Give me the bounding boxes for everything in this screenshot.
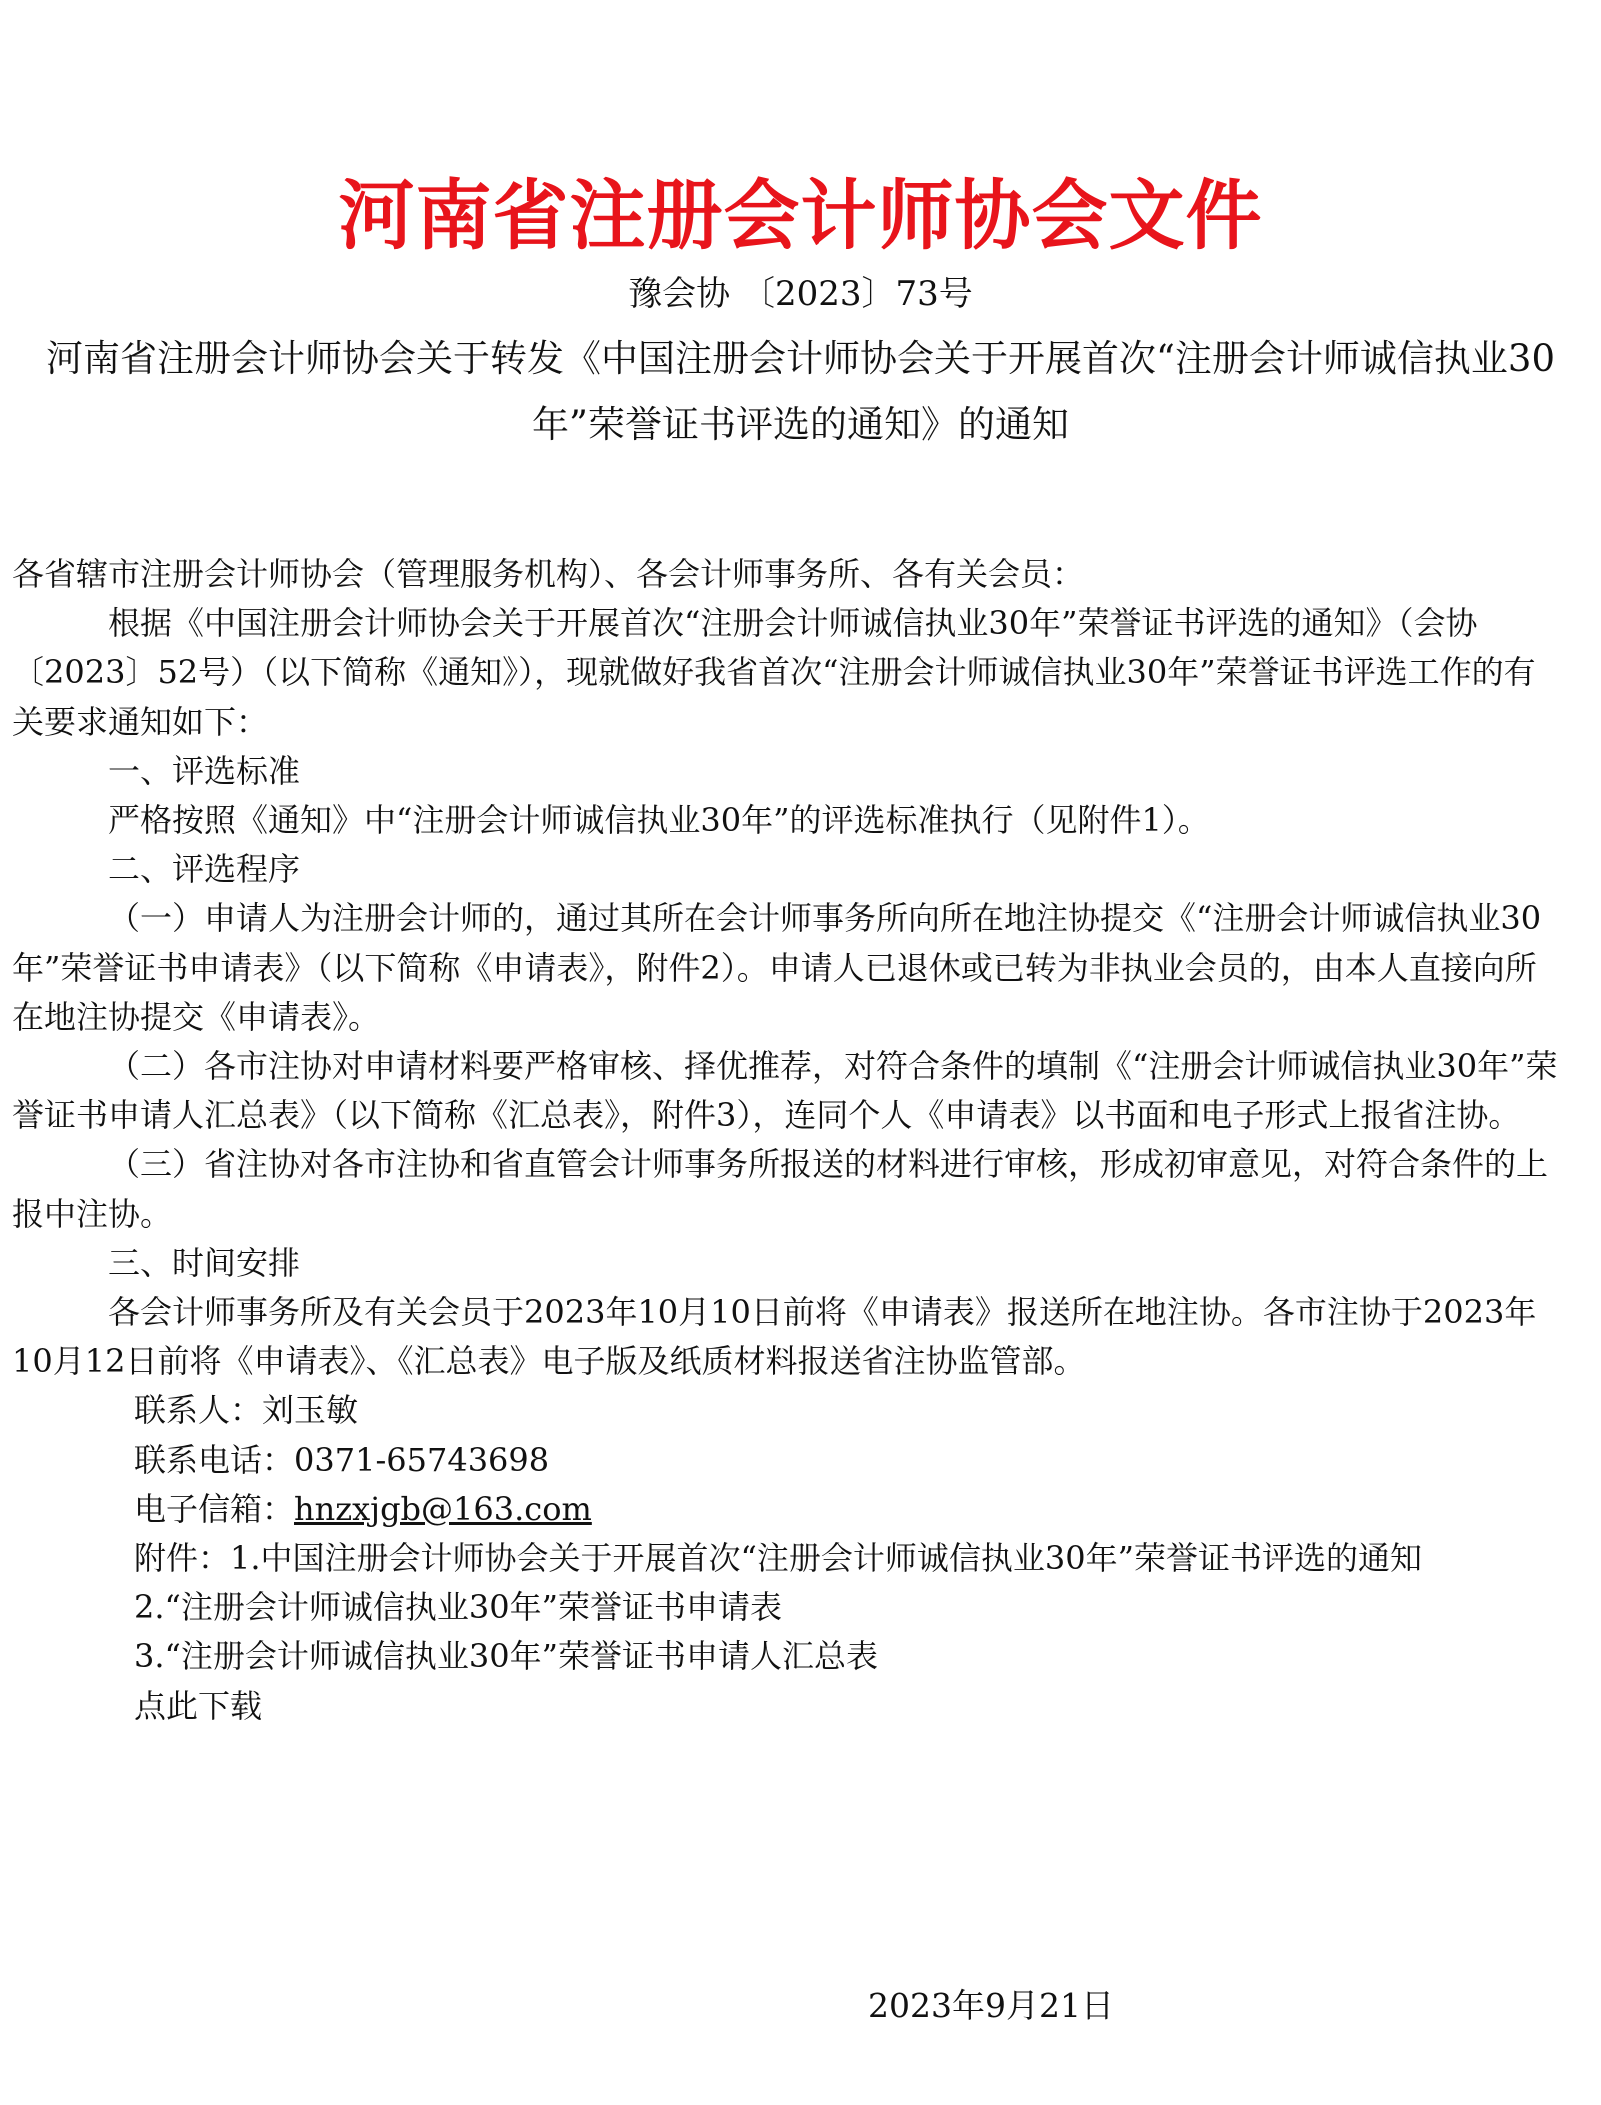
procedure-item-3: （三）省注协对各市注协和省直管会计师事务所报送的材料进行审核，形成初审意见，对符合条件的上报中注协。 <box>12 1145 1549 1233</box>
contact-email <box>12 1485 1567 1534</box>
download-link-row <box>12 1682 1567 1731</box>
criteria-paragraph: 严格按照《通知》中“注册会计师诚信执业30年”的评选标准执行（见附件1）。 <box>108 801 1210 840</box>
section-heading-procedure: 二、评选程序 <box>108 850 301 889</box>
email-link[interactable]: hnzxjgb@163.com <box>294 1489 592 1528</box>
procedure-item-2: （二）各市注协对申请材料要严格审核、择优推荐，对符合条件的填制《“注册会计师诚信执业30年”荣誉证书申请人汇总表》（以下简称《汇总表》，附件3），连同个人《申请表》以书面和电子形式上报省注协。 <box>12 1047 1558 1135</box>
section-heading-criteria: 一、评选标准 <box>108 751 301 790</box>
attachment-item-2: 2.“注册会计师诚信执业30年”荣誉证书申请表 <box>134 1588 782 1627</box>
intro-paragraph: 根据《中国注册会计师协会关于开展首次“注册会计师诚信执业30年”荣誉证书评选的通知》（会协〔2023〕52号）（以下简称《通知》），现就做好我省首次“注册会计师诚信执业30年”荣誉证书评选工作的有关要求通知如下： <box>12 604 1536 741</box>
email-label: 电子信箱： <box>134 1489 295 1528</box>
schedule-paragraph: 各会计师事务所及有关会员于2023年10月10日前将《申请表》报送所在地注协。各市注协于2023年10月12日前将《申请表》、《汇总表》电子版及纸质材料报送省注协监管部。 <box>12 1293 1537 1381</box>
document-number: 豫会协 〔2023〕73号 <box>628 274 973 314</box>
document-header-title: 河南省注册会计师协会文件 <box>338 171 1263 260</box>
contact-person: 联系人：刘玉敏 <box>134 1391 359 1430</box>
section-heading-schedule: 三、时间安排 <box>108 1243 301 1282</box>
document-body <box>12 550 1567 1731</box>
download-link[interactable]: 点此下载 <box>134 1686 263 1725</box>
notice-title: 河南省注册会计师协会关于转发《中国注册会计师协会关于开展首次“注册会计师诚信执业30年”荣誉证书评选的通知》的通知 <box>46 337 1555 446</box>
addressee: 各省辖市注册会计师协会（管理服务机构）、各会计师事务所、各有关会员： <box>12 555 1085 593</box>
document-date: 2023年9月21日 <box>868 1986 1114 2025</box>
attachment-item-1: 附件：1.中国注册会计师协会关于开展首次“注册会计师诚信执业30年”荣誉证书评选的通知 <box>134 1539 1422 1578</box>
attachment-item-3: 3.“注册会计师诚信执业30年”荣誉证书申请人汇总表 <box>134 1637 878 1676</box>
procedure-item-1: （一）申请人为注册会计师的，通过其所在会计师事务所向所在地注协提交《“注册会计师诚信执业30年”荣誉证书申请表》（以下简称《申请表》，附件2）。申请人已退休或已转为非执业会员的，由本人直接向所在地注协提交《申请表》。 <box>12 899 1542 1036</box>
contact-phone: 联系电话：0371-65743698 <box>134 1440 550 1479</box>
